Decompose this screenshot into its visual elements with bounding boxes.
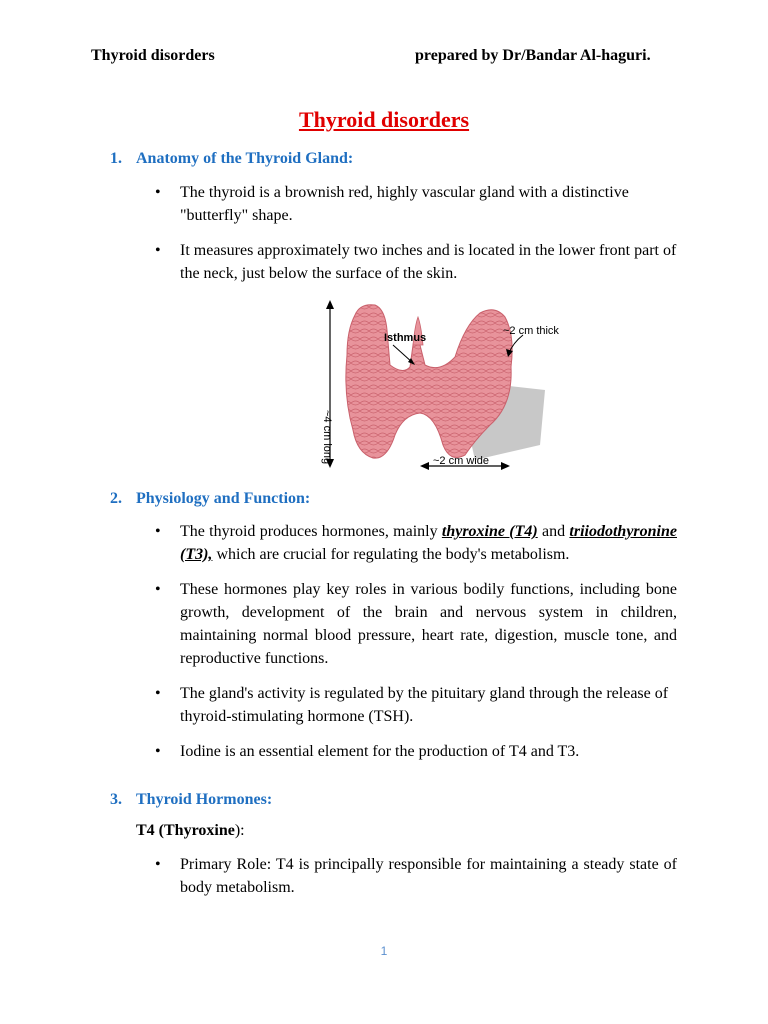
arrowhead-icon xyxy=(326,300,334,309)
section-heading-anatomy xyxy=(110,150,353,168)
subheading-t4: T4 (Thyroxine): xyxy=(136,822,245,839)
section-title: Physiology and Function: xyxy=(136,490,311,507)
section-title: Anatomy of the Thyroid Gland: xyxy=(136,150,354,167)
list-item: • The thyroid is a brownish red, highly vascular gland with a distinctive "butterfly" shape. xyxy=(155,181,677,227)
document-title: Thyroid disorders xyxy=(298,107,470,132)
list-item: • The gland's activity is regulated by the pituitary gland through the release of thyroid-stimulating hormone (TSH). xyxy=(155,682,677,728)
width-label: ~2 cm wide xyxy=(433,455,489,467)
emphasis-t3: triiodothyronine (T3), xyxy=(180,523,677,563)
running-header-title: Thyroid disorders xyxy=(91,47,215,64)
running-header-author: prepared by Dr/Bandar Al-haguri. xyxy=(415,47,651,64)
list-item: • The thyroid produces hormones, mainly thyroxine (T4) and triiodothyronine (T3), which are crucial for regulating the body's metabolism. xyxy=(155,520,677,566)
bullet-icon: • xyxy=(155,184,161,201)
bullet-icon: • xyxy=(155,743,161,760)
bullet-icon: • xyxy=(155,685,161,702)
anatomy-bullet-list xyxy=(155,181,677,297)
list-item: • These hormones play key roles in various bodily functions, including bone growth, development of the brain and nervous system in children, maintaining normal blood pressure, heart rate, digestion, muscle tone, and reproductive functions. xyxy=(155,578,677,670)
arrowhead-icon xyxy=(420,462,429,470)
section-number: 2. xyxy=(110,490,122,507)
hormones-bullet-list xyxy=(155,853,677,911)
bullet-icon: • xyxy=(155,856,161,873)
physiology-bullet-list xyxy=(155,520,677,775)
section-heading-hormones xyxy=(110,791,272,809)
thickness-label: ~2 cm thick xyxy=(503,325,559,337)
section-number: 1. xyxy=(110,150,122,167)
isthmus-label: Isthmus xyxy=(384,332,427,344)
section-heading-physiology xyxy=(110,490,310,508)
thyroid-gland-illustration xyxy=(315,295,575,475)
bullet-icon: • xyxy=(155,242,161,259)
section-title: Thyroid Hormones: xyxy=(136,791,273,808)
length-label: ~4 cm long xyxy=(321,410,333,465)
emphasis-t4: thyroxine (T4) xyxy=(441,523,538,540)
arrowhead-icon xyxy=(501,462,510,470)
bullet-icon: • xyxy=(155,581,161,598)
list-item: • Primary Role: T4 is principally responsible for maintaining a steady state of body metabolism. xyxy=(155,853,677,899)
list-item: • It measures approximately two inches and is located in the lower front part of the neck, just below the surface of the skin. xyxy=(155,239,677,285)
bullet-icon: • xyxy=(155,523,161,540)
page-number: 1 xyxy=(380,944,388,958)
list-item: • Iodine is an essential element for the production of T4 and T3. xyxy=(155,740,677,763)
section-number: 3. xyxy=(110,791,122,808)
